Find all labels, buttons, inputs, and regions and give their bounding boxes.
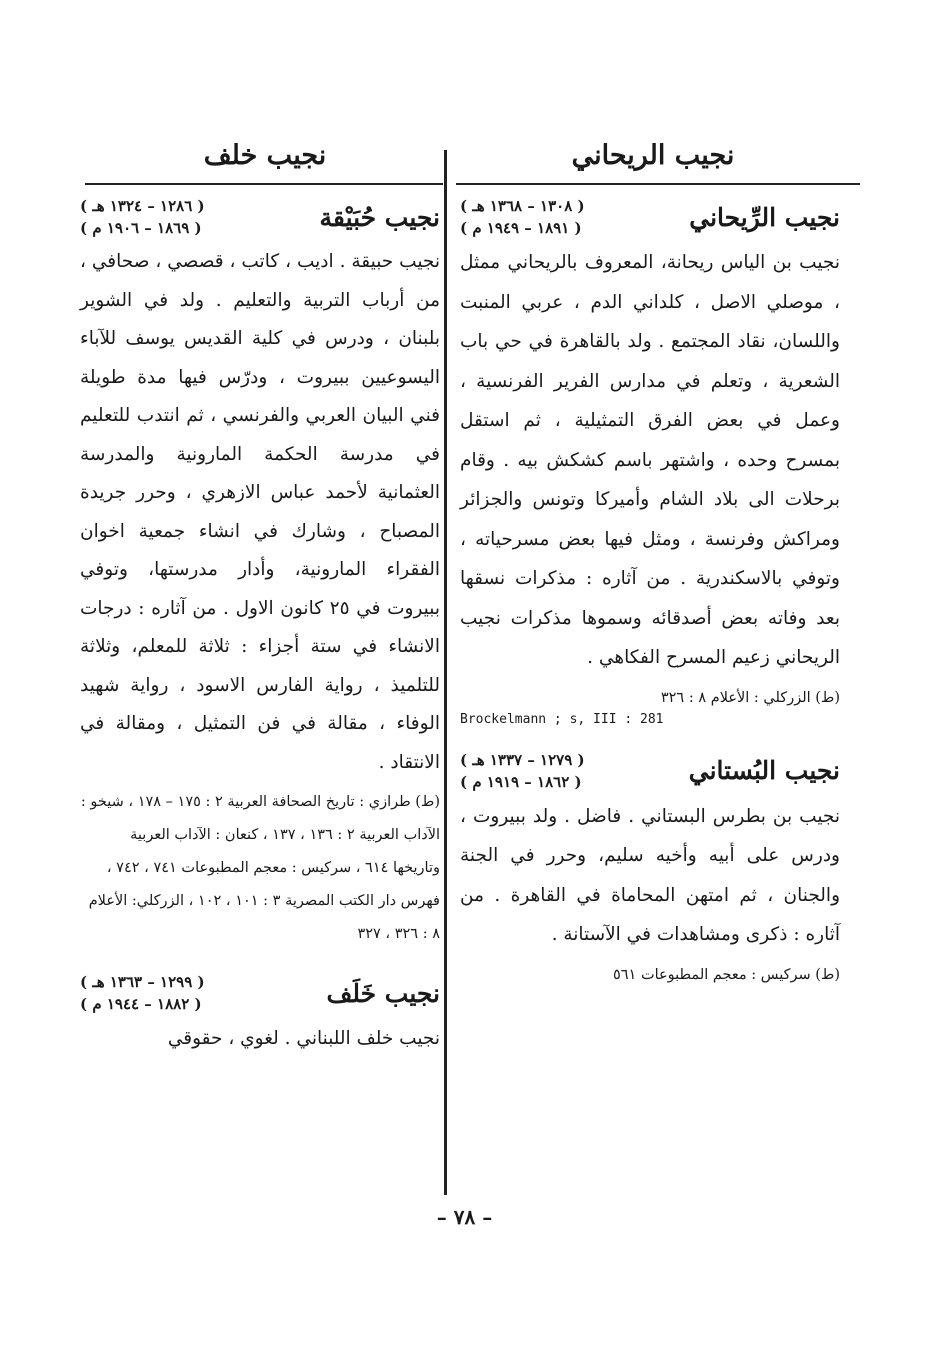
dates-hijri: ( ١٣٠٨ – ١٣٦٨ هـ )	[460, 197, 585, 215]
entry-name: نجيب حُبَيْقة	[319, 202, 440, 232]
entry-name: نجيب البُستاني	[688, 756, 840, 785]
entry-name: نجيب الرِّيحاني	[689, 202, 840, 232]
entry-bustani	[460, 749, 840, 992]
left-column	[80, 195, 440, 1059]
dates-gregorian: ( ١٨٩١ – ١٩٤٩ م )	[460, 219, 582, 237]
entry-spacer	[460, 729, 840, 749]
dates-hijri: ( ١٢٧٩ – ١٣٣٧ هـ )	[460, 750, 585, 769]
dates-hijri: ( ١٢٩٩ – ١٣٦٣ هـ )	[80, 973, 205, 991]
entry-hubayqa	[80, 195, 440, 951]
entry-dates	[460, 749, 585, 793]
entry-heading	[80, 971, 440, 1015]
entry-heading	[460, 195, 840, 239]
entry-reference: (ط) طرازي : تاريخ الصحافة العربية ٢ : ١٧٥ – ١٧٨ ، شيخو : الآداب العربية ٢ : ١٣٦ ، ١٣٧ ، كنعان : الآداب العربية وتاريخها ٦١٤ ، سركيس : معجم المطبوعات ٧٤١ ، ٧٤٢ ، فهرس دار الكتب المصرية ٣ : ١٠١ ، ١٠٢ ، الزركلي: الأعلام ٨ : ٣٢٦ ، ٣٢٧	[80, 794, 440, 942]
entry-body: نجيب خلف اللبناني . لغوي ، حقوقي	[167, 1028, 440, 1049]
header-rule-left	[85, 183, 443, 185]
running-header-right: نجيب الريحاني	[571, 140, 735, 171]
entry-dates	[460, 195, 585, 239]
entry-reference: (ط) سركيس : معجم المطبوعات ٥٦١	[612, 966, 840, 983]
entry-body: نجيب بن الياس ريحانة، المعروف بالريحاني ممثل ، موصلي الاصل ، كلداني الدم ، عربي المنبت واللسان، نقاد المجتمع . ولد بالقاهرة في حي باب الشعرية ، وتعلم في مدارس الفرير الفرنسية ، وعمل في بعض الفرق التمثيلية ، ثم استقل بمسرح وحده ، واشتهر باسم كشكش بيه . وقام برحلات الى بلاد الشام وأميركا وتونس والجزائر ومراكش وفرنسة ، ومثل فيها بعض مسرحياته ، وتوفي بالاسكندرية . من آثاره : مذكرات نسقها بعد وفاته بعض أصدقائه وسموها مذكرات نجيب الريحاني زعيم المسرح الفكاهي .	[460, 252, 840, 668]
dates-gregorian: ( ١٨٦٩ – ١٩٠٦ م )	[80, 219, 202, 237]
entry-rihani	[460, 195, 840, 729]
entry-dates	[80, 195, 205, 239]
entry-heading	[80, 195, 440, 239]
entry-reference-latin: Brockelmann ; s, III : 281	[460, 711, 664, 727]
dates-hijri: ( ١٢٨٦ – ١٣٢٤ هـ )	[80, 197, 205, 215]
right-column	[460, 195, 840, 992]
entry-reference: (ط) الزركلي : الأعلام ٨ : ٣٢٦	[660, 689, 840, 706]
entry-body: نجيب بن بطرس البستاني . فاضل . ولد ببيروت ، ودرس على أبيه وأخيه سليم، وحرر في الجنة والجنان ، ثم امتهن المحاماة في القاهرة . من آثاره : ذكرى ومشاهدات في الآستانة .	[460, 805, 840, 945]
header-rule-right	[456, 183, 860, 185]
dates-gregorian: ( ١٨٨٢ – ١٩٤٤ م )	[80, 995, 202, 1013]
entry-name: نجيب خَلَف	[326, 978, 440, 1008]
entry-heading	[460, 749, 840, 793]
dates-gregorian: ( ١٨٦٢ – ١٩١٩ م )	[460, 772, 582, 791]
entry-spacer	[80, 951, 440, 971]
entry-body: نجيب حبيقة . اديب ، كاتب ، قصصي ، صحافي ، من أرباب التربية والتعليم . ولد في الشوير بلبنان ، ودرس في كلية القديس يوسف للآباء اليسوعيين ببيروت ، ودرّس فيها مدة طويلة فني البيان العربي والفرنسي ، ثم انتدب للتعليم في مدرسة الحكمة المارونية والمدرسة العثمانية لأحمد عباس الازهري ، وحرر جريدة المصباح ، وشارك في انشاء جمعية اخوان الفقراء المارونية، وأدار مدرستها، وتوفي ببيروت في ٢٥ كانون الاول . من آثاره : درجات الانشاء في ستة أجزاء : ثلاثة للمعلم، وثلاثة للتلميذ ، رواية الفارس الاسود ، رواية شهيد الوفاء ، مقالة في فن التمثيل ، ومقالة في الانتقاد .	[80, 251, 440, 773]
running-header-left: نجيب خلف	[203, 140, 327, 171]
entry-dates	[80, 971, 205, 1015]
column-divider	[444, 150, 447, 1195]
entry-khalaf	[80, 971, 440, 1059]
page-number: – ٧٨ –	[436, 1205, 493, 1229]
